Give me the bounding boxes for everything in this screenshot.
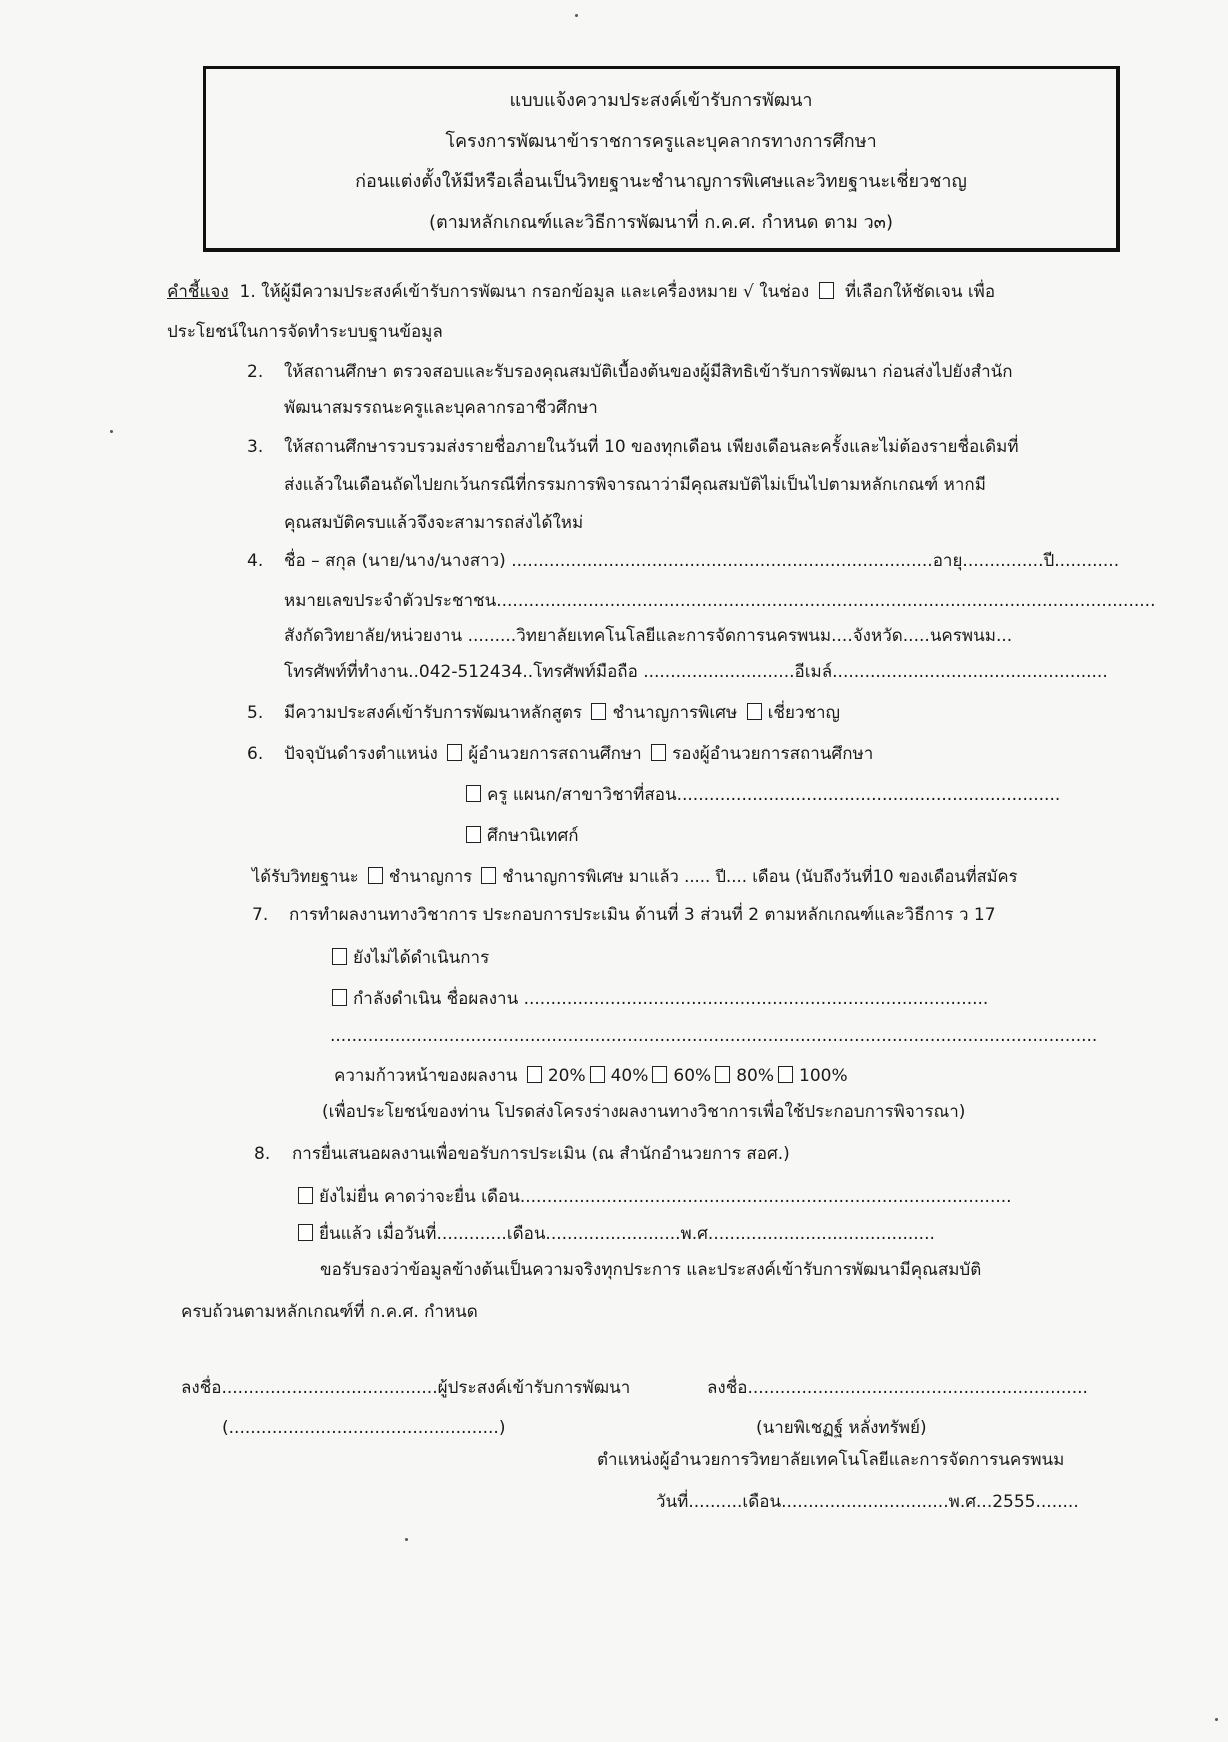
option-label: ยังไม่ได้ดำเนินการ <box>353 948 490 968</box>
position-teacher <box>462 783 1060 807</box>
date-label: วันที่..........เดือน...............................พ.ศ... <box>656 1492 993 1512</box>
director-title: ตำแหน่งผู้อำนวยการวิทยาลัยเทคโนโลยีและการจัดการนครพนม <box>597 1450 1065 1470</box>
instructions-label: คำชี้แจง <box>167 282 229 302</box>
option-label: 80% <box>736 1066 774 1086</box>
item-number: 3. <box>247 437 264 457</box>
applicant-name-field[interactable]: (..................................................) <box>222 1418 506 1438</box>
affiliation-field[interactable] <box>284 624 1012 648</box>
instruction-1-cont: ประโยชน์ในการจัดทำระบบฐานข้อมูล <box>167 322 443 342</box>
contact-fields[interactable] <box>284 660 1108 684</box>
province-value: นครพนม <box>929 626 996 646</box>
scan-speck <box>110 430 113 433</box>
instruction-text: ให้ผู้มีความประสงค์เข้ารับการพัฒนา กรอกข้อมูล และเครื่องหมาย √ ในช่อง <box>261 282 810 302</box>
date-year: 2555 <box>992 1492 1036 1512</box>
item-number: 2. <box>247 362 264 382</box>
checkbox-icon <box>819 282 834 299</box>
form-title: แบบแจ้งความประสงค์เข้ารับการพัฒนา <box>509 90 813 111</box>
work-not-started <box>328 946 489 970</box>
checkbox-not-started[interactable] <box>332 948 347 965</box>
option-label: ศึกษานิเทศก์ <box>487 826 579 846</box>
not-submitted <box>294 1185 1012 1209</box>
standing-duration: มาแล้ว ..... ปี.... เดือน (นับถึงวันที่10 ของเดือนที่สมัคร <box>628 867 1018 886</box>
submitted <box>294 1222 935 1246</box>
option-label: รองผู้อำนวยการสถานศึกษา <box>672 744 874 764</box>
signature-date-field[interactable] <box>656 1490 1079 1514</box>
applicant-signature-field[interactable]: ลงชื่อ........................................ผู้ประสงค์เข้ารับการพัฒนา <box>181 1378 631 1398</box>
option-label: ชำนาญการพิเศษ <box>612 703 738 723</box>
progress-label: ความก้าวหน้าของผลงาน <box>334 1066 518 1086</box>
checkbox-submitted[interactable] <box>298 1224 313 1241</box>
scan-speck <box>1215 1718 1218 1721</box>
work-title-field[interactable]: กำลังดำเนิน ชื่อผลงาน ...................................................................................... <box>353 989 989 1009</box>
scan-speck <box>405 1538 408 1541</box>
work-in-progress <box>328 987 988 1011</box>
position-choice <box>284 742 873 766</box>
dots: ... <box>995 626 1013 646</box>
work-title-line-2[interactable]: .............................................................................................................................................. <box>330 1026 1098 1046</box>
option-label: เชี่ยวชาญ <box>767 703 841 723</box>
instruction-2-cont: พัฒนาสมรรถนะครูและบุคลากรอาชีวศึกษา <box>284 398 598 418</box>
office-phone-label: โทรศัพท์ที่ทำงาน.. <box>284 662 419 682</box>
instruction-3-cont: ส่งแล้วในเดือนถัดไปยกเว้นกรณีที่กรรมการพิจารณาว่ามีคุณสมบัติไม่เป็นไปตามหลักเกณฑ์ หากมี <box>284 475 986 495</box>
standing-label: ได้รับวิทยฐานะ <box>252 867 359 886</box>
checkbox-supervisor[interactable] <box>466 826 481 843</box>
position-supervisor <box>462 824 579 848</box>
checkbox-progress-40[interactable] <box>590 1066 605 1083</box>
option-label: ผู้อำนวยการสถานศึกษา <box>468 744 642 764</box>
item-number: 1. <box>239 282 256 302</box>
proposal-note: (เพื่อประโยชน์ของท่าน โปรดส่งโครงร่างผลงานทางวิชาการเพื่อใช้ประกอบการพิจารณา) <box>322 1102 966 1122</box>
instruction-2: ให้สถานศึกษา ตรวจสอบและรับรองคุณสมบัติเบื้องต้นของผู้มีสิทธิเข้ารับการพัฒนา ก่อนส่งไปยังสำนัก <box>284 362 1013 382</box>
affiliation-label: สังกัดวิทยาลัย/หน่วยงาน ......... <box>284 626 517 646</box>
expected-month-field[interactable]: ยังไม่ยื่น คาดว่าจะยื่น เดือน........................................................................................... <box>319 1187 1012 1207</box>
project-title: โครงการพัฒนาข้าราชการครูและบุคลากรทางการศึกษา <box>445 131 877 152</box>
office-phone-value: 042-512434 <box>418 662 523 682</box>
certification-text: ขอรับรองว่าข้อมูลข้างต้นเป็นความจริงทุกประการ และประสงค์เข้ารับการพัฒนามีคุณสมบัติ <box>320 1260 982 1280</box>
submission-label: การยื่นเสนอผลงานเพื่อขอรับการประเมิน (ณ สำนักอำนวยการ สอศ.) <box>292 1144 790 1164</box>
checkbox-senior-professional[interactable] <box>591 703 606 720</box>
checkbox-teacher[interactable] <box>466 785 481 802</box>
dots: ........ <box>1035 1492 1079 1512</box>
option-label: 100% <box>799 1066 848 1086</box>
checkbox-expert[interactable] <box>747 703 762 720</box>
checkbox-deputy-director[interactable] <box>651 744 666 761</box>
director-signature-field[interactable]: ลงชื่อ............................................................... <box>707 1378 1088 1398</box>
title-box <box>203 66 1120 252</box>
progress-choice <box>334 1064 848 1088</box>
checkbox-progress-100[interactable] <box>778 1066 793 1083</box>
province-label: ....จังหวัด..... <box>831 626 930 646</box>
checkbox-senior-professional-standing[interactable] <box>481 867 496 884</box>
option-label: 40% <box>610 1066 649 1086</box>
academic-standing <box>252 865 1017 889</box>
instruction-3: ให้สถานศึกษารวบรวมส่งรายชื่อภายในวันที่ 10 ของทุกเดือน เพียงเดือนละครั้งและไม่ต้องรายชื่อเดิมที่ <box>284 437 1019 457</box>
checkbox-not-submitted[interactable] <box>298 1187 313 1204</box>
age-field[interactable]: อายุ...............ปี............ <box>932 551 1120 571</box>
certification-text-cont: ครบถ้วนตามหลักเกณฑ์ที่ ก.ค.ศ. กำหนด <box>181 1302 478 1322</box>
academic-work-label: การทำผลงานทางวิชาการ ประกอบการประเมิน ด้านที่ 3 ส่วนที่ 2 ตามหลักเกณฑ์และวิธีการ ว 17 <box>289 905 996 925</box>
item-number: 4. <box>247 551 264 571</box>
checkbox-in-progress[interactable] <box>332 989 347 1006</box>
option-label: ชำนาญการ <box>388 867 473 886</box>
checkbox-progress-80[interactable] <box>715 1066 730 1083</box>
item-number: 8. <box>254 1144 271 1164</box>
instruction-1 <box>167 280 995 304</box>
item-number: 5. <box>247 703 264 723</box>
position-label: ปัจจุบันดำรงตำแหน่ง <box>284 744 438 764</box>
name-field[interactable] <box>284 549 1119 573</box>
affiliation-value: วิทยาลัยเทคโนโลยีและการจัดการนครพนม <box>516 626 832 646</box>
citizen-id-field[interactable]: หมายเลขประจำตัวประชาชน.......................................................................................................................... <box>284 591 1156 611</box>
option-label: ครู แผนก/สาขาวิชาที่สอน....................................................................... <box>487 785 1061 805</box>
option-label: 60% <box>673 1066 712 1086</box>
checkbox-director[interactable] <box>447 744 462 761</box>
submission-date-field[interactable]: ยื่นแล้ว เมื่อวันที่.............เดือน.........................พ.ศ.......................................... <box>319 1224 935 1244</box>
option-label: 20% <box>547 1066 586 1086</box>
mobile-phone-field[interactable]: ..โทรศัพท์มือถือ ............................ <box>522 662 795 682</box>
option-label: ชำนาญการพิเศษ <box>502 867 624 886</box>
email-field[interactable]: อีเมล์................................................... <box>794 662 1108 682</box>
instruction-3-cont2: คุณสมบัติครบแล้วจึงจะสามารถส่งได้ใหม่ <box>284 513 584 533</box>
director-name: (นายพิเชฏฐ์ หลั่งทรัพย์) <box>756 1418 927 1438</box>
criteria-note: (ตามหลักเกณฑ์และวิธีการพัฒนาที่ ก.ค.ศ. กำหนด ตาม ว๓) <box>428 212 894 233</box>
item-number: 6. <box>247 744 264 764</box>
checkbox-professional[interactable] <box>368 867 383 884</box>
instruction-text: ที่เลือกให้ชัดเจน เพื่อ <box>845 282 996 302</box>
name-label: ชื่อ – สกุล (นาย/นาง/นางสาว) .............................................................................. <box>284 551 933 571</box>
checkbox-progress-20[interactable] <box>527 1066 542 1083</box>
course-choice <box>284 701 840 725</box>
scan-speck <box>575 14 578 17</box>
checkbox-progress-60[interactable] <box>652 1066 667 1083</box>
project-subtitle: ก่อนแต่งตั้งให้มีหรือเลื่อนเป็นวิทยฐานะชำนาญการพิเศษและวิทยฐานะเชี่ยวชาญ <box>355 171 967 192</box>
course-label: มีความประสงค์เข้ารับการพัฒนาหลักสูตร <box>284 703 583 723</box>
item-number: 7. <box>252 905 269 925</box>
